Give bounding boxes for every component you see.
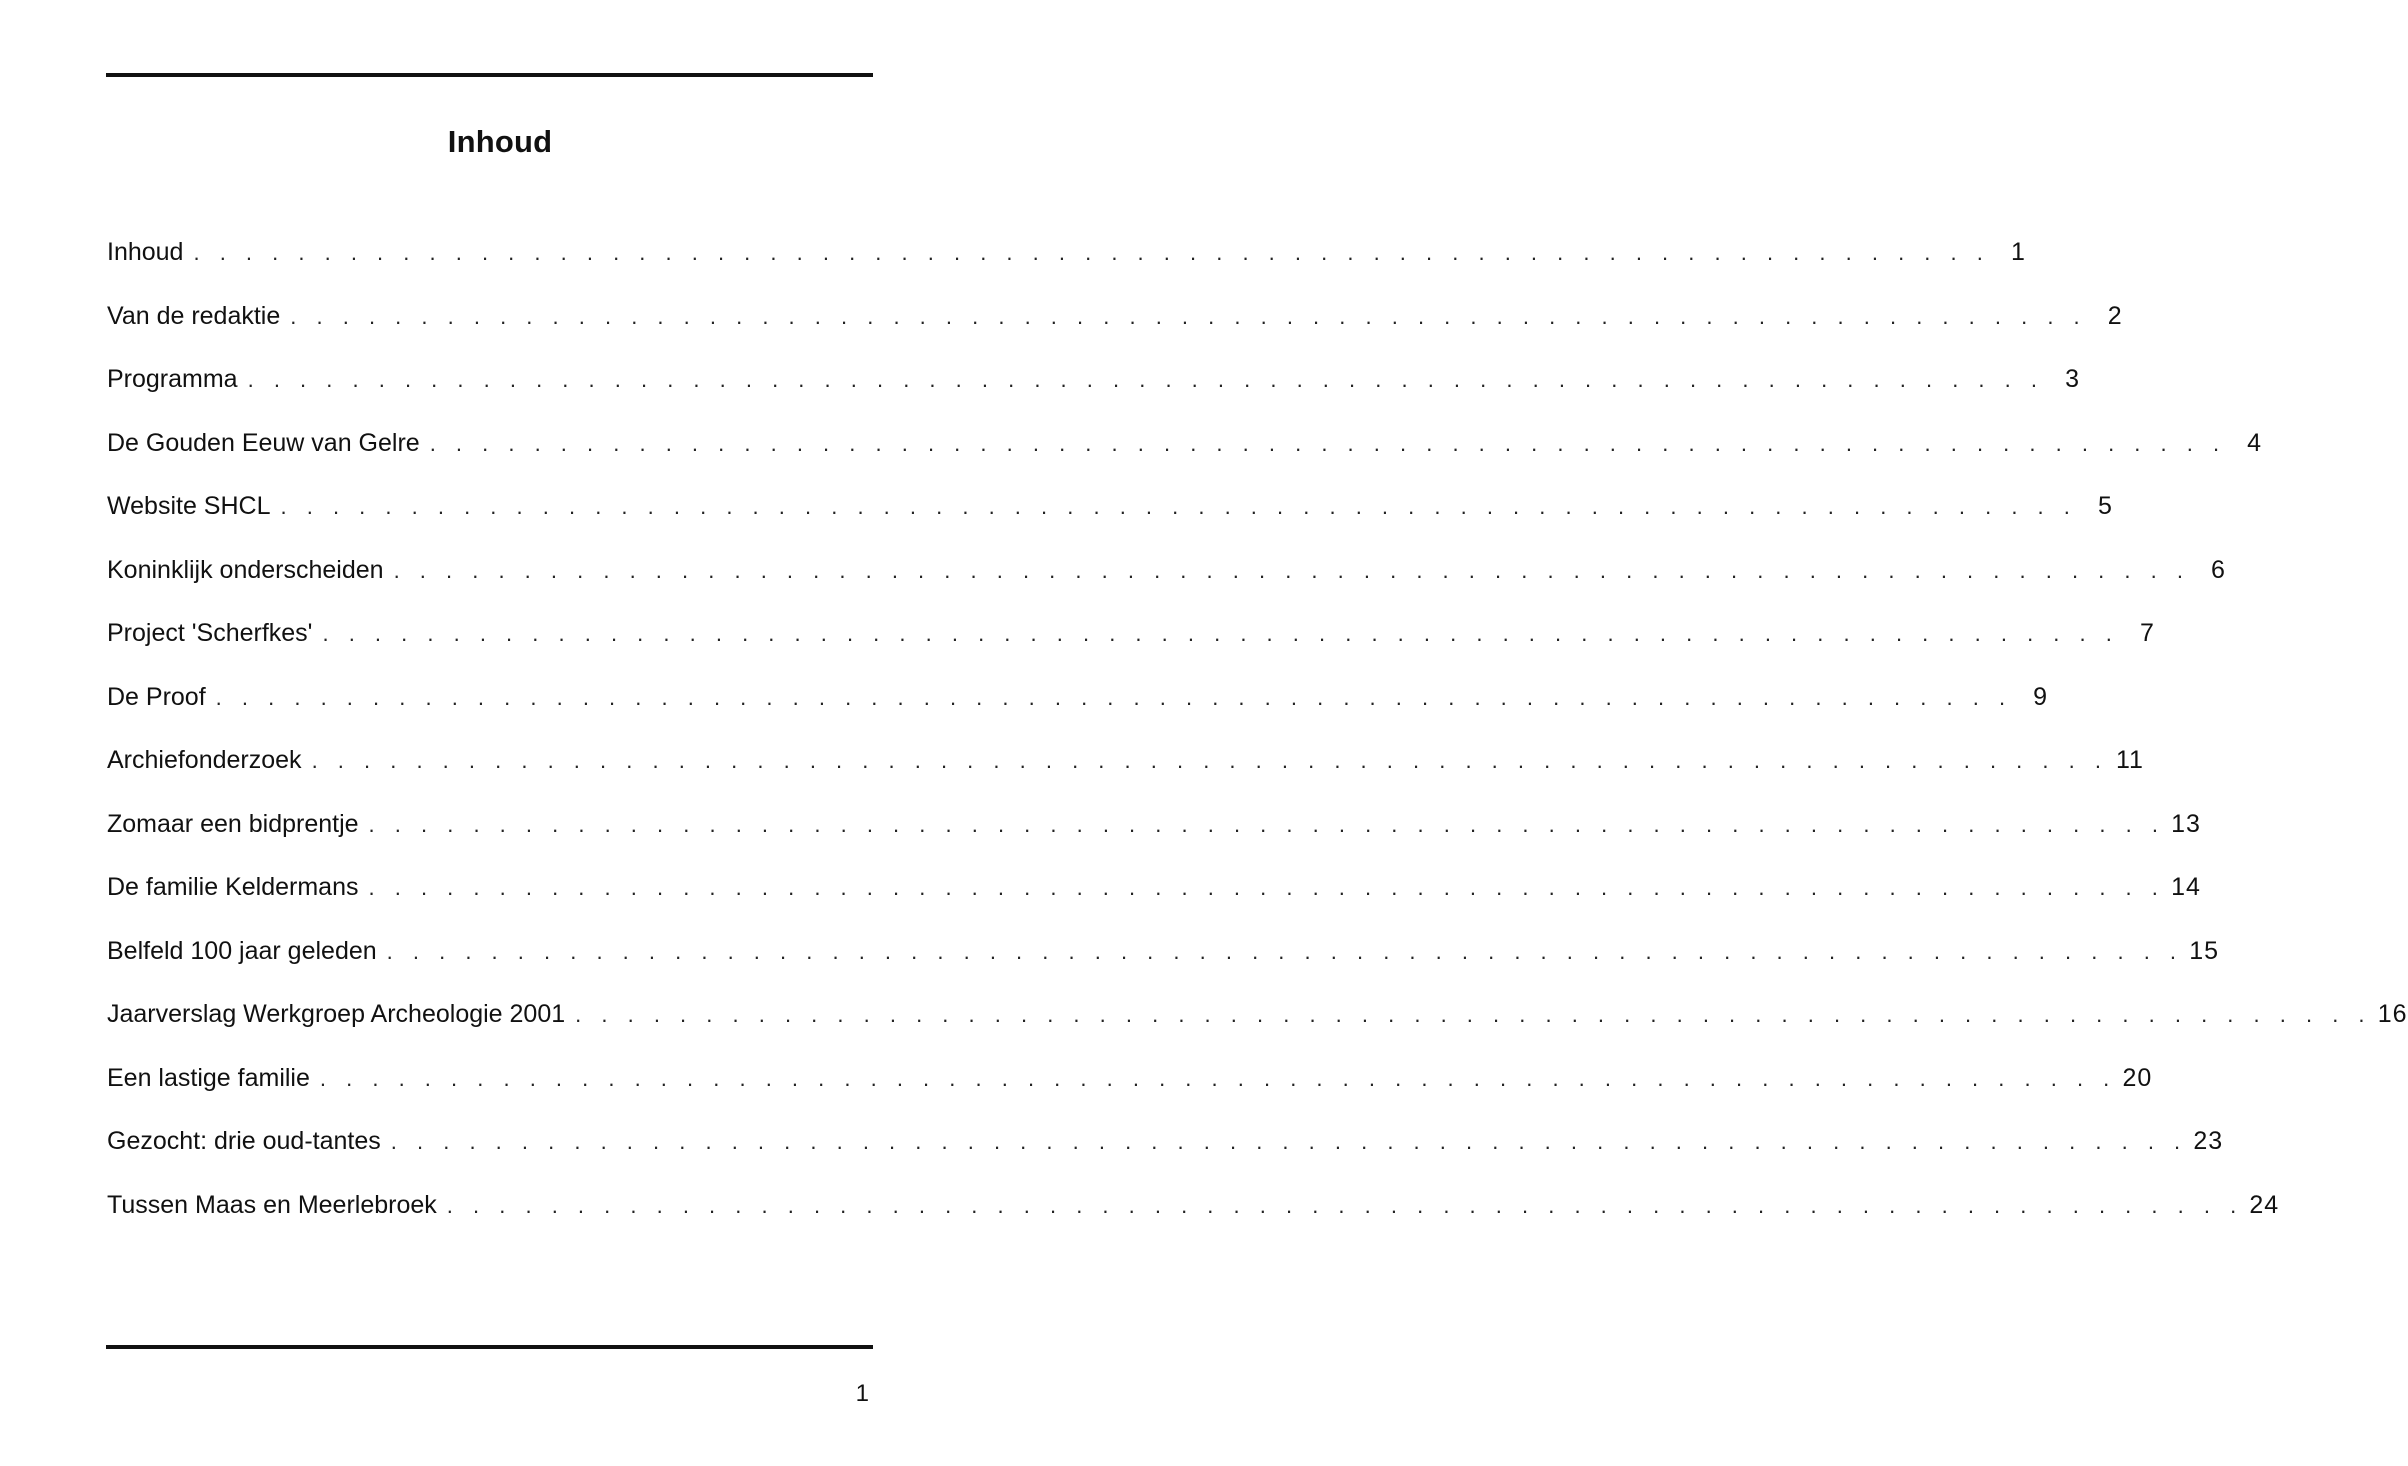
toc-entry-title: De familie Keldermans xyxy=(107,873,359,901)
toc-entry-title: Een lastige familie xyxy=(107,1063,310,1092)
page-number: 1 xyxy=(855,1380,869,1407)
toc-entry-page-number: 20 xyxy=(2122,1063,2153,1092)
dot-leader: . . . . . . . . . . . . . . . . . . . . . . . . . . . . . . . . . . . . . . . . . . . . . . . . . . . . . . . . . . . . . . . . . . . . . xyxy=(368,811,2165,837)
toc-entry xyxy=(107,359,2080,423)
toc-entry xyxy=(107,867,2201,931)
dot-leader: . . . . . . . . . . . . . . . . . . . . . . . . . . . . . . . . . . . . . . . . . . . . . . . . . . . . . . . . . . . . . . . . . . . . . xyxy=(280,494,2077,519)
toc-entry-page-number: 24 xyxy=(2249,1190,2280,1219)
toc-entry-title: De Gouden Eeuw van Gelre xyxy=(107,428,420,457)
dot-leader: . . . . . . . . . . . . . . . . . . . . . . . . . . . . . . . . . . . . . . . . . . . . . . . . . . . . . . . . . . . . . . . . . . . . . xyxy=(575,1002,2372,1027)
bottom-divider xyxy=(106,1345,873,1349)
toc-entry-page-number: 1 xyxy=(2010,238,2026,266)
toc-entry xyxy=(107,486,2113,550)
toc-entry-page-number: 23 xyxy=(2193,1127,2224,1155)
toc-entry-title: Van de redaktie xyxy=(107,301,281,330)
toc-entry xyxy=(107,994,2408,1058)
dot-leader: . . . . . . . . . . . . . . . . . . . . . . . . . . . . . . . . . . . . . . . . . . . . . . . . . . . . . . . . . . . . . . . . . . . . . xyxy=(429,430,2227,456)
table-of-contents xyxy=(107,232,2408,1248)
toc-entry-page-number: 16 xyxy=(2377,1000,2408,1028)
dot-leader: . . . . . . . . . . . . . . . . . . . . . . . . . . . . . . . . . . . . . . . . . . . . . . . . . . . . . . . . . . . . . . . . . . . . . xyxy=(322,621,2119,646)
dot-leader: . . . . . . . . . . . . . . . . . . . . . . . . . . . . . . . . . . . . . . . . . . . . . . . . . . . . . . . . . . . . . . . . . . . . . xyxy=(311,748,2108,773)
toc-entry-title: Belfeld 100 jaar geleden xyxy=(107,936,377,965)
toc-entry xyxy=(107,550,2226,614)
toc-entry-title: Gezocht: drie oud-tantes xyxy=(107,1127,381,1155)
toc-entry-title: Koninklijk onderscheiden xyxy=(107,555,384,584)
toc-entry xyxy=(107,740,2144,804)
toc-entry-page-number: 7 xyxy=(2139,619,2155,647)
dot-leader: . . . . . . . . . . . . . . . . . . . . . . . . . . . . . . . . . . . . . . . . . . . . . . . . . . . . . . . . . . . . . . . . . . . . . xyxy=(247,367,2044,392)
toc-entry xyxy=(107,804,2201,868)
dot-leader: . . . . . . . . . . . . . . . . . . . . . . . . . . . . . . . . . . . . . . . . . . . . . . . . . . . . . . . . . . . . . . . . . . . . . xyxy=(193,240,1990,265)
toc-entry-page-number: 15 xyxy=(2189,936,2220,965)
toc-entry-page-number: 14 xyxy=(2171,873,2201,901)
dot-leader: . . . . . . . . . . . . . . . . . . . . . . . . . . . . . . . . . . . . . . . . . . . . . . . . . . . . . . . . . . . . . . . . . . . . . xyxy=(290,303,2087,329)
toc-entry-title: Programma xyxy=(107,365,238,393)
toc-entry-title: Zomaar een bidprentje xyxy=(107,809,359,838)
toc-entry-title: Jaarverslag Werkgroep Archeologie 2001 xyxy=(107,1000,566,1028)
dot-leader: . . . . . . . . . . . . . . . . . . . . . . . . . . . . . . . . . . . . . . . . . . . . . . . . . . . . . . . . . . . . . . . . . . . . . xyxy=(393,557,2190,583)
toc-entry-page-number: 9 xyxy=(2033,682,2049,711)
dot-leader: . . . . . . . . . . . . . . . . . . . . . . . . . . . . . . . . . . . . . . . . . . . . . . . . . . . . . . . . . . . . . . . . . . . . . xyxy=(319,1065,2117,1091)
dot-leader: . . . . . . . . . . . . . . . . . . . . . . . . . . . . . . . . . . . . . . . . . . . . . . . . . . . . . . . . . . . . . . . . . . . . . xyxy=(390,1129,2188,1154)
toc-entry xyxy=(107,423,2263,487)
toc-entry-page-number: 13 xyxy=(2171,809,2201,838)
dot-leader: . . . . . . . . . . . . . . . . . . . . . . . . . . . . . . . . . . . . . . . . . . . . . . . . . . . . . . . . . . . . . . . . . . . . . xyxy=(215,684,2013,710)
top-divider xyxy=(106,73,873,77)
toc-entry-title: Archiefonderzoek xyxy=(107,746,302,774)
page-title: Inhoud xyxy=(447,123,553,159)
dot-leader: . . . . . . . . . . . . . . . . . . . . . . . . . . . . . . . . . . . . . . . . . . . . . . . . . . . . . . . . . . . . . . . . . . . . . xyxy=(368,875,2165,900)
toc-entry xyxy=(107,1121,2224,1185)
toc-entry xyxy=(107,677,2049,741)
dot-leader: . . . . . . . . . . . . . . . . . . . . . . . . . . . . . . . . . . . . . . . . . . . . . . . . . . . . . . . . . . . . . . . . . . . . . xyxy=(386,938,2184,964)
toc-entry xyxy=(107,1185,2280,1249)
toc-entry-page-number: 2 xyxy=(2107,301,2123,330)
toc-entry-title: Website SHCL xyxy=(107,492,271,520)
toc-entry xyxy=(107,931,2220,995)
toc-entry-page-number: 4 xyxy=(2247,428,2263,457)
toc-entry xyxy=(107,613,2155,677)
toc-entry-page-number: 11 xyxy=(2116,746,2144,774)
toc-entry-page-number: 6 xyxy=(2211,555,2226,584)
toc-entry-title: Inhoud xyxy=(107,238,184,266)
toc-entry-page-number: 3 xyxy=(2065,365,2080,393)
toc-entry-page-number: 5 xyxy=(2097,492,2113,520)
dot-leader: . . . . . . . . . . . . . . . . . . . . . . . . . . . . . . . . . . . . . . . . . . . . . . . . . . . . . . . . . . . . . . . . . . . . . xyxy=(446,1192,2244,1218)
toc-entry xyxy=(107,296,2123,360)
toc-entry-title: Tussen Maas en Meerlebroek xyxy=(107,1190,437,1219)
toc-entry xyxy=(107,232,2026,296)
toc-entry-title: Project 'Scherfkes' xyxy=(107,619,313,647)
toc-entry xyxy=(107,1058,2153,1122)
toc-entry-title: De Proof xyxy=(107,682,206,711)
